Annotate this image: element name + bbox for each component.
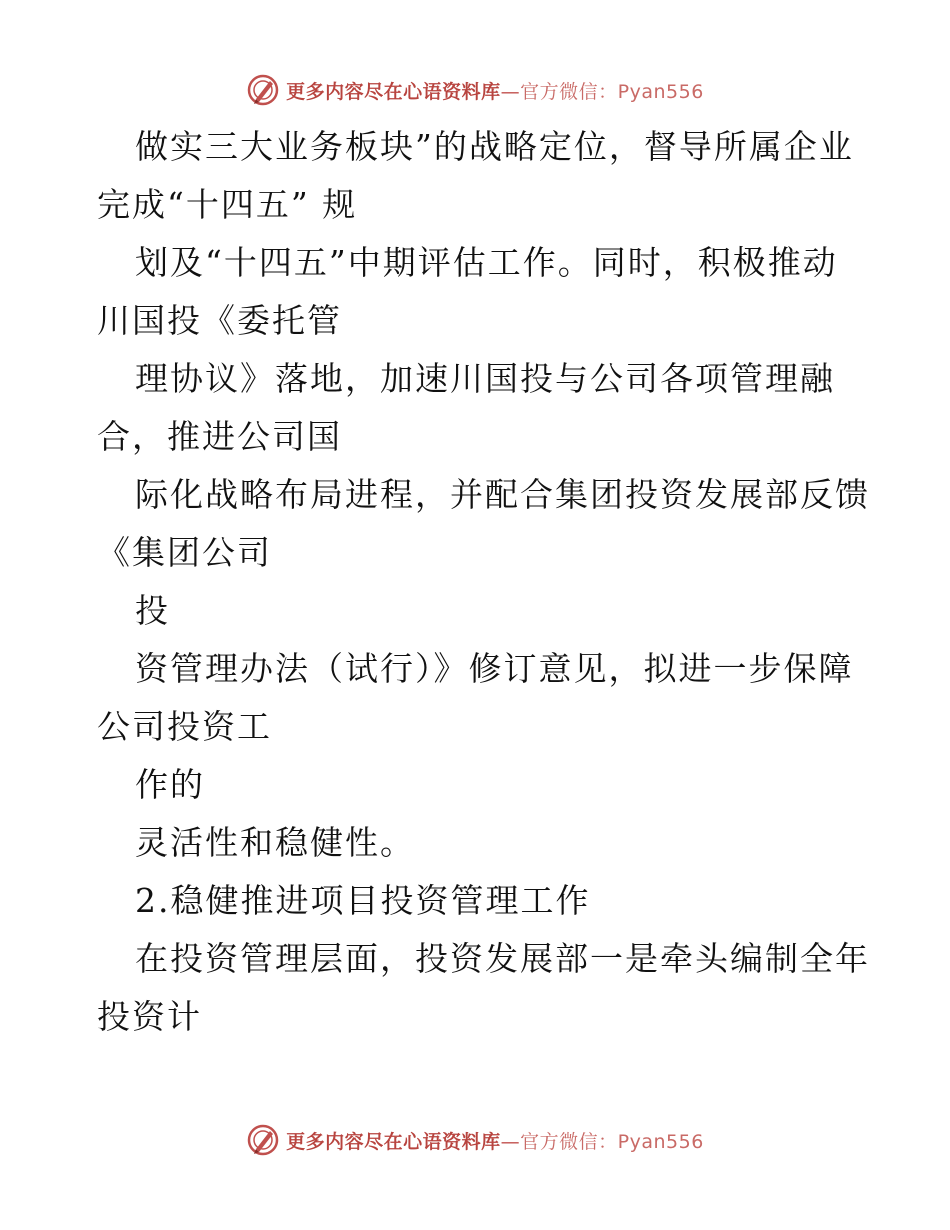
footer-watermark [0,1120,950,1160]
section-heading: 2.稳健推进项目投资管理工作 [135,881,591,920]
text-line: 投 [135,591,170,630]
watermark-dash: — [500,80,521,103]
text-line: 川国投《委托管 [97,301,342,340]
text-line: 合，推进公司国 [97,417,342,456]
text-line: 完成“十四五” 规 [97,185,358,224]
text-line: 理协议》落地，加速川国投与公司各项管理融 [135,359,835,398]
text-line: 在投资管理层面，投资发展部一是牵头编制全年 [135,939,870,978]
watermark-brand: 更多内容尽在心语资料库 [286,1130,501,1153]
text-line: 际化战略布局进程，并配合集团投资发展部反馈 [135,475,870,514]
text-line: 做实三大业务板块”的战略定位，督导所属企业 [135,127,854,166]
text-line: 资管理办法（试行）》修订意见，拟进一步保障 [135,649,854,688]
pen-logo-icon [246,1123,280,1157]
pen-logo-icon [246,73,280,107]
text-line: 《集团公司 [97,533,272,572]
watermark-wechat: 官方微信：Pyan556 [520,80,704,103]
document-body [97,118,870,1046]
text-line: 作的 [135,765,205,804]
text-line: 划及“十四五”中期评估工作。同时，积极推动 [135,243,838,282]
watermark-wechat: 官方微信：Pyan556 [520,1130,704,1153]
text-line: 投资计 [97,997,202,1036]
watermark-dash: — [500,1130,521,1153]
watermark-brand: 更多内容尽在心语资料库 [286,80,501,103]
text-line: 公司投资工 [97,707,272,746]
text-line: 灵活性和稳健性。 [135,823,415,862]
header-watermark [0,70,950,110]
